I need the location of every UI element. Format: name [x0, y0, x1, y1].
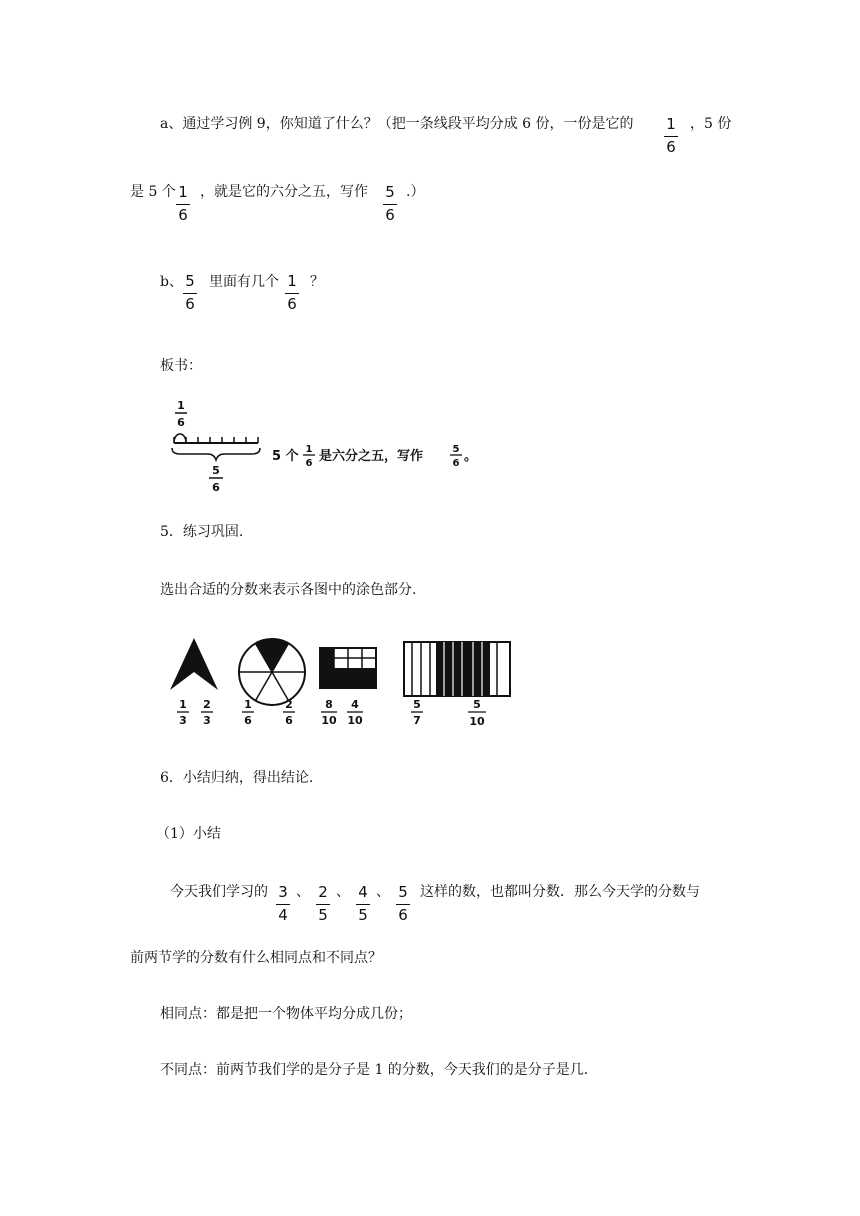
- shapes-figure: [160, 634, 520, 734]
- section-6-heading: 6．小结归纳，得出结论.: [160, 770, 314, 786]
- option-numerator: 5: [413, 698, 421, 711]
- denominator: 6: [666, 138, 676, 156]
- fraction-three-quarters: [276, 884, 290, 924]
- summary-text-1: 今天我们学习的: [170, 884, 268, 900]
- option-denominator: 10: [469, 715, 485, 728]
- option-numerator: 1: [244, 698, 252, 711]
- option-numerator: 2: [285, 698, 293, 711]
- similarity-text: 相同点：都是把一个物体平均分成几份；: [160, 1006, 412, 1022]
- section-5-heading: 5．练习巩固.: [160, 524, 244, 540]
- summary-text-3: 前两节学的分数有什么相同点和不同点？: [130, 950, 382, 966]
- denominator: 6: [178, 206, 188, 224]
- para-b-text-1: b、: [160, 274, 183, 290]
- numerator: 2: [316, 884, 330, 905]
- option-denominator: 3: [179, 714, 187, 727]
- board-text-1: 5 个: [272, 449, 299, 464]
- option-denominator: 6: [244, 714, 252, 727]
- bottom-fraction-numerator: 5: [212, 464, 220, 477]
- board-figure: [166, 398, 486, 498]
- numerator: 5: [183, 273, 197, 294]
- para-b-text-2: 里面有几个: [209, 274, 279, 290]
- fraction-five-sixths: [183, 273, 197, 313]
- para-a-text-3: 是 5 个: [130, 184, 176, 200]
- end-fraction-denominator: 6: [452, 458, 460, 469]
- denominator: 6: [287, 295, 297, 313]
- striped-bars: [404, 642, 510, 696]
- summary-separator: 、: [376, 884, 390, 900]
- shaded-triangle: [170, 638, 218, 690]
- fraction-five-sixths: [383, 184, 397, 224]
- summary-text-2: 这样的数，也都叫分数．那么今天学的分数与: [420, 884, 700, 900]
- circle-divided-sixths: [239, 639, 305, 705]
- bottom-fraction-denominator: 6: [212, 481, 220, 494]
- summary-separator: 、: [336, 884, 350, 900]
- fraction-two-fifths: [316, 884, 330, 924]
- numerator: 5: [396, 884, 410, 905]
- mid-fraction-denominator: 6: [305, 458, 313, 469]
- top-fraction-numerator: 1: [177, 399, 185, 412]
- para-a-text-1: a、通过学习例 9，你知道了什么？（把一条线段平均分成 6 份，一份是它的: [160, 116, 634, 132]
- option-numerator: 8: [325, 698, 333, 711]
- fraction-one-sixth: [664, 116, 678, 156]
- numerator: 1: [285, 273, 299, 294]
- para-b-text-3: ？: [310, 274, 324, 290]
- para-a-text-5: .）: [406, 184, 425, 200]
- numerator: 1: [664, 116, 678, 137]
- fraction-one-sixth: [285, 273, 299, 313]
- denominator: 6: [185, 295, 195, 313]
- numerator: 5: [383, 184, 397, 205]
- para-a-text-2: ，5 份: [690, 116, 732, 132]
- shaded-grid: [320, 648, 376, 688]
- small-arc: [174, 434, 186, 443]
- board-label: 板书：: [160, 358, 202, 374]
- numerator: 3: [276, 884, 290, 905]
- option-denominator: 6: [285, 714, 293, 727]
- numerator: 4: [356, 884, 370, 905]
- fraction-four-fifths: [356, 884, 370, 924]
- option-denominator: 7: [413, 714, 421, 727]
- board-text-2: 是六分之五，写作: [319, 449, 424, 464]
- denominator: 5: [318, 906, 328, 924]
- brace: [172, 448, 260, 460]
- denominator: 5: [358, 906, 368, 924]
- para-a-text-4: ，就是它的六分之五，写作: [200, 184, 368, 200]
- option-numerator: 4: [351, 698, 359, 711]
- top-fraction-denominator: 6: [177, 416, 185, 429]
- numerator: 1: [176, 184, 190, 205]
- instruction: 选出合适的分数来表示各图中的涂色部分.: [160, 582, 417, 598]
- difference-text: 不同点：前两节我们学的是分子是 1 的分数，今天我们的是分子是几.: [160, 1062, 589, 1078]
- subsection-summary: （1）小结: [156, 826, 221, 842]
- option-denominator: 10: [321, 714, 337, 727]
- option-numerator: 1: [179, 698, 187, 711]
- summary-separator: 、: [296, 884, 310, 900]
- denominator: 4: [278, 906, 288, 924]
- board-text-3: 。: [464, 449, 478, 464]
- end-fraction-numerator: 5: [452, 444, 460, 455]
- option-denominator: 3: [203, 714, 211, 727]
- option-denominator: 10: [347, 714, 363, 727]
- option-numerator: 5: [473, 698, 481, 711]
- option-numerator: 2: [203, 698, 211, 711]
- fraction-one-sixth: [176, 184, 190, 224]
- denominator: 6: [398, 906, 408, 924]
- denominator: 6: [385, 206, 395, 224]
- mid-fraction-numerator: 1: [305, 444, 313, 455]
- fraction-five-sixths: [396, 884, 410, 924]
